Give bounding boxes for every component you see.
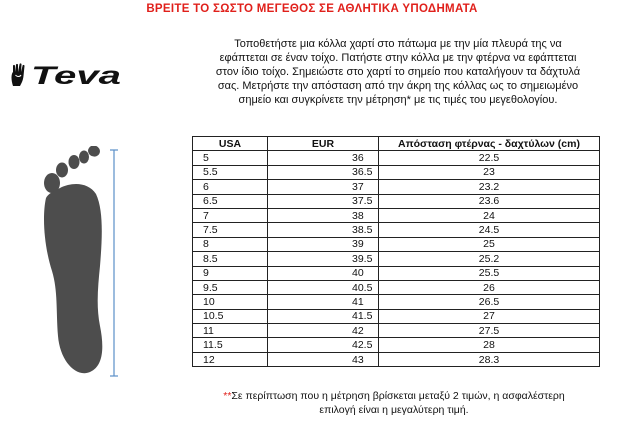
foot-icon — [44, 146, 102, 373]
distance-cell: 22.5 — [379, 151, 600, 165]
distance-cell: 25 — [379, 237, 600, 251]
footnote-line: Σε περίπτωση που η μέτρηση βρίσκεται μεταξύ 2 τιμών, η ασφαλέστερη — [231, 390, 565, 402]
eur-size-cell: 40 — [268, 266, 379, 280]
measure-line — [110, 150, 118, 376]
table-row — [193, 223, 600, 237]
hand-logo-icon — [12, 63, 25, 86]
table-row — [193, 338, 600, 352]
eur-size-cell: 41.5 — [268, 309, 379, 323]
usa-size-cell: 6.5 — [193, 194, 268, 208]
eur-size-cell: 38.5 — [268, 223, 379, 237]
instructions-line: εφάπτεται σε έναν τοίχο. Πατήστε στην κόλλα με την φτέρνα να εφάπτεται — [219, 52, 577, 64]
table-row — [193, 295, 600, 309]
instructions-line: Τοποθετήστε μια κόλλα χαρτί στο πάτωμα με την μία πλευρά της να — [234, 38, 562, 50]
table-row — [193, 352, 600, 366]
table-row — [193, 151, 600, 165]
distance-cell: 26.5 — [379, 295, 600, 309]
usa-size-cell: 5.5 — [193, 165, 268, 179]
distance-cell: 23.2 — [379, 180, 600, 194]
teva-logo-text: Teva — [31, 62, 122, 88]
distance-cell: 25.2 — [379, 252, 600, 266]
eur-size-cell: 36.5 — [268, 165, 379, 179]
eur-size-cell: 43 — [268, 352, 379, 366]
usa-size-cell: 8.5 — [193, 252, 268, 266]
usa-size-cell: 9.5 — [193, 280, 268, 294]
usa-size-cell: 9 — [193, 266, 268, 280]
table-row — [193, 237, 600, 251]
eur-size-cell: 36 — [268, 151, 379, 165]
usa-size-cell: 10.5 — [193, 309, 268, 323]
column-header-usa: USA — [193, 137, 268, 151]
eur-size-cell: 39 — [268, 237, 379, 251]
column-header-distance: Απόσταση φτέρνας - δαχτύλων (cm) — [379, 137, 600, 151]
usa-size-cell: 8 — [193, 237, 268, 251]
table-row — [193, 208, 600, 222]
distance-cell: 28 — [379, 338, 600, 352]
table-row — [193, 309, 600, 323]
foot-measure-illustration — [38, 146, 128, 386]
table-row — [193, 194, 600, 208]
usa-size-cell: 10 — [193, 295, 268, 309]
distance-cell: 24 — [379, 208, 600, 222]
eur-size-cell: 38 — [268, 208, 379, 222]
eur-size-cell: 39.5 — [268, 252, 379, 266]
usa-size-cell: 7 — [193, 208, 268, 222]
distance-cell: 23 — [379, 165, 600, 179]
distance-cell: 26 — [379, 280, 600, 294]
instructions-text — [178, 37, 618, 107]
table-row — [193, 280, 600, 294]
eur-size-cell: 42.5 — [268, 338, 379, 352]
table-row — [193, 180, 600, 194]
size-chart-table — [192, 136, 600, 367]
instructions-line: σημείο και συγκρίνετε την μέτρηση* με τις τιμές του μεγεθολογίου. — [238, 94, 558, 106]
distance-cell: 24.5 — [379, 223, 600, 237]
usa-size-cell: 12 — [193, 352, 268, 366]
distance-cell: 27 — [379, 309, 600, 323]
usa-size-cell: 7.5 — [193, 223, 268, 237]
table-row — [193, 324, 600, 338]
distance-cell: 23.6 — [379, 194, 600, 208]
footnote-line: επιλογή είναι η μεγαλύτερη τιμή. — [319, 404, 469, 416]
footnote-stars: ** — [223, 390, 232, 402]
eur-size-cell: 37.5 — [268, 194, 379, 208]
usa-size-cell: 11.5 — [193, 338, 268, 352]
footnote — [178, 389, 610, 417]
table-row — [193, 252, 600, 266]
teva-logo — [10, 62, 125, 88]
usa-size-cell: 6 — [193, 180, 268, 194]
distance-cell: 27.5 — [379, 324, 600, 338]
eur-size-cell: 42 — [268, 324, 379, 338]
distance-cell: 25.5 — [379, 266, 600, 280]
column-header-eur: EUR — [268, 137, 379, 151]
table-header-row — [193, 137, 600, 151]
instructions-line: σας. Μετρήστε την απόσταση από την άκρη της κόλλας ως το σημειωμένο — [217, 80, 579, 92]
instructions-line: στον ίδιο τοίχο. Σημειώστε στο χαρτί το σημείο που καταλήγουν τα δάχτυλά — [215, 66, 581, 78]
eur-size-cell: 41 — [268, 295, 379, 309]
eur-size-cell: 37 — [268, 180, 379, 194]
distance-cell: 28.3 — [379, 352, 600, 366]
usa-size-cell: 5 — [193, 151, 268, 165]
page-title: ΒΡΕΙΤΕ ΤΟ ΣΩΣΤΟ ΜΕΓΕΘΟΣ ΣΕ ΑΘΛΗΤΙΚΑ ΥΠΟΔΗΜΑΤΑ — [146, 3, 478, 15]
usa-size-cell: 11 — [193, 324, 268, 338]
eur-size-cell: 40.5 — [268, 280, 379, 294]
size-rows — [193, 151, 600, 367]
table-row — [193, 165, 600, 179]
table-row — [193, 266, 600, 280]
